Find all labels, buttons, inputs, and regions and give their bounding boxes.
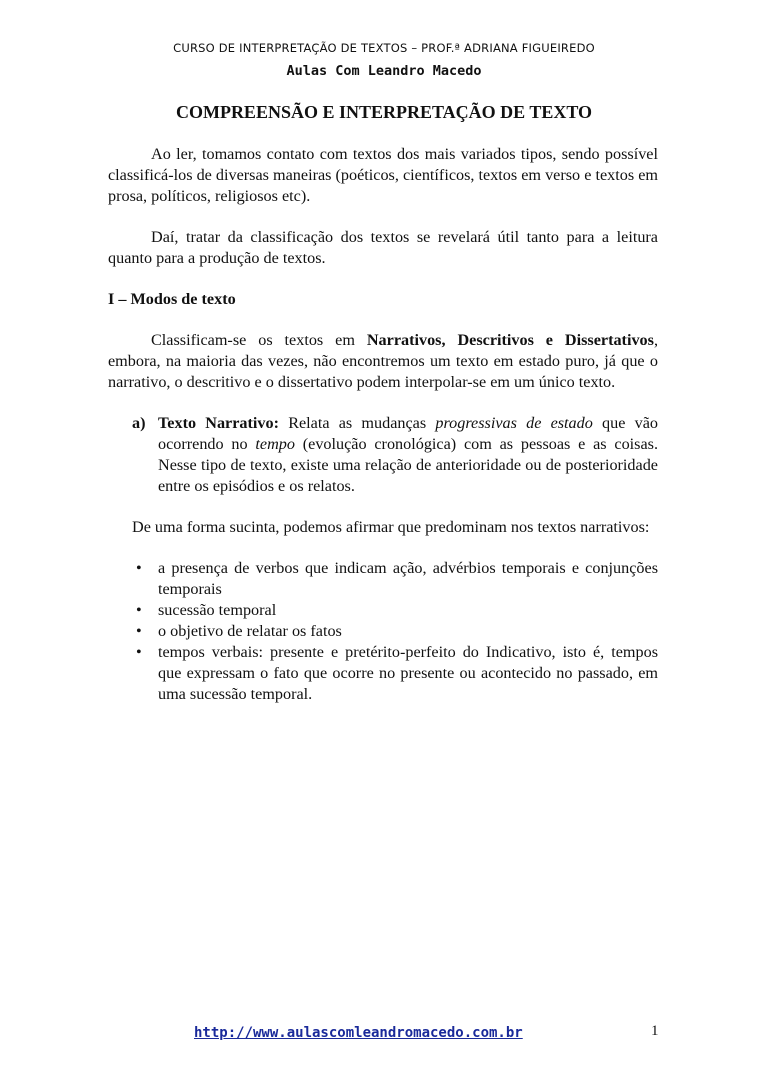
bullet-icon: •	[136, 601, 142, 619]
list-item	[132, 621, 658, 642]
bullet-icon: •	[136, 643, 142, 661]
list-item	[132, 558, 658, 600]
narrative-description	[158, 413, 658, 497]
section-intro-before: Classificam-se os textos em	[151, 331, 367, 349]
list-marker: a)	[132, 414, 146, 432]
bullet-text: sucessão temporal	[158, 601, 277, 619]
bullet-text: a presença de verbos que indicam ação, advérbios temporais e conjunções temporais	[158, 559, 658, 598]
header-course: CURSO DE INTERPRETAÇÃO DE TEXTOS – PROF.ª ADRIANA FIGUEIREDO	[173, 41, 595, 55]
footer-link[interactable]: http://www.aulascomleandromacedo.com.br	[194, 1025, 523, 1041]
section-intro-after: , embora, na maioria das vezes, não encontremos um texto em estado puro, já que o narrativo, o descritivo e o dissertativo podem interpolar-se em um único texto.	[108, 331, 658, 391]
paragraph-intro: Ao ler, tomamos contato com textos dos mais variados tipos, sendo possível classificá-los de diversas maneiras (poéticos, científicos, textos em verso e textos em prosa, políticos, religiosos etc).	[108, 145, 658, 205]
paragraph-classification: Daí, tratar da classificação dos textos se revelará útil tanto para a leitura quanto para a produção de textos.	[108, 228, 658, 267]
bullet-list	[132, 558, 658, 705]
list-item-narrative	[132, 413, 658, 497]
page-title: COMPREENSÃO E INTERPRETAÇÃO DE TEXTO	[175, 102, 593, 122]
bullet-text: o objetivo de relatar os fatos	[158, 622, 342, 640]
document-body	[108, 144, 658, 705]
list-item	[132, 642, 658, 705]
narrative-label: Texto Narrativo:	[158, 414, 279, 432]
section-intro	[108, 330, 658, 393]
bullet-text: tempos verbais: presente e pretérito-perfeito do Indicativo, isto é, tempos que expressam o fato que ocorre no presente ou acontecido no passado, em uma sucessão temporal.	[158, 643, 658, 703]
list-item	[132, 600, 658, 621]
narrative-italic-1: progressivas de estado	[435, 414, 593, 432]
bullet-icon: •	[136, 622, 142, 640]
section-title: I – Modos de texto	[108, 290, 236, 308]
narrative-text-1: Relata as mudanças	[279, 414, 436, 432]
page-number: 1	[651, 1023, 659, 1039]
bullet-icon: •	[136, 559, 142, 577]
header-subtitle: Aulas Com Leandro Macedo	[286, 63, 482, 79]
narrative-text-3: (evolução cronológica) com as pessoas e as coisas. Nesse tipo de texto, existe uma relação de anterioridade ou de posterioridade entre os episódios e os relatos.	[158, 435, 659, 495]
narrative-text-2: que vão ocorrendo no	[158, 414, 658, 453]
narrative-italic-2: tempo	[255, 435, 295, 453]
summary-paragraph: De uma forma sucinta, podemos afirmar que predominam nos textos narrativos:	[132, 518, 650, 536]
section-intro-terms: Narrativos, Descritivos e Dissertativos	[366, 331, 654, 349]
